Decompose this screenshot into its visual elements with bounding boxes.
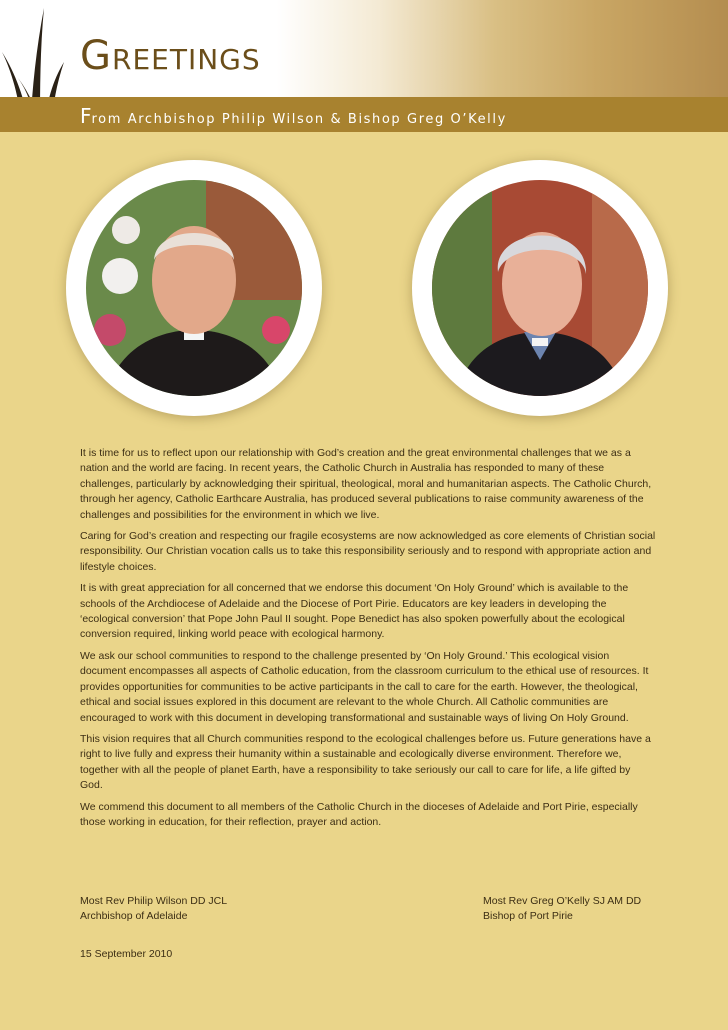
photo-placeholder-archbishop — [86, 180, 302, 396]
paragraph: We commend this document to all members of the Catholic Church in the dioceses of Adelaide and Port Pirie, especially those working in education, for their reflection, prayer and action. — [80, 800, 638, 828]
paragraph: It is time for us to reflect upon our relationship with God’s creation and the great environmental challenges that we as a nation and the world are facing. In recent years, the Catholic Church in Australia has responded to many of these challenges, particularly by acknowledging their spiritual, theological, moral and humanitarian aspects. The Catholic Church, through her agency, Catholic Earthcare Australia, has produced several publications to raise community awareness of the challenges and possibilities for the environment in which we live. — [80, 447, 652, 521]
page-title: Greetings — [80, 33, 261, 79]
signatory-role: Bishop of Port Pirie — [483, 910, 573, 923]
signature-block-left — [80, 894, 227, 925]
signature-block-right — [483, 894, 641, 925]
portrait-bishop-okelly — [412, 160, 668, 416]
page-subtitle — [80, 104, 507, 128]
photo-placeholder-bishop — [432, 180, 648, 396]
subtitle-text: rom Archbishop Philip Wilson & Bishop Greg O’Kelly — [91, 112, 507, 127]
document-date: 15 September 2010 — [80, 948, 173, 960]
paragraph: Caring for God’s creation and respecting our fragile ecosystems are now acknowledged as core elements of Christian social responsibility. Our Christian vocation calls us to take this responsibility seriously and to respond with appropriate action and lifestyle choices. — [80, 530, 656, 573]
paragraph: This vision requires that all Church communities respond to the ecological challenges before us. Future generations have a right to live fully and express their humanity within a sustainable and ecologically diverse environment. Therefore we, together with all the people of planet Earth, have a responsibility to take seriously our call to care for life, a life gifted by God. — [80, 732, 651, 792]
subtitle-initial: F — [80, 104, 92, 128]
portrait-photo — [86, 180, 302, 396]
signatory-role: Archbishop of Adelaide — [80, 910, 188, 923]
paragraph: It is with great appreciation for all concerned that we endorse this document ‘On Holy Ground’ which is available to the schools of the Archdiocese of Adelaide and the Diocese of Port Pirie. Educators are key leaders in developing the ‘ecological conversion’ that Pope John Paul II sought. Pope Benedict has also spoken powerfully about the ecological conversion required, linking world peace with ecological harmony. — [80, 582, 629, 641]
header — [0, 0, 728, 132]
signatory-name: Most Rev Philip Wilson DD JCL — [80, 895, 228, 907]
portrait-photo — [432, 180, 648, 396]
portrait-archbishop-wilson — [66, 160, 322, 416]
paragraph: We ask our school communities to respond to the challenge presented by ‘On Holy Ground.’ This ecological vision document encompasses all aspects of Catholic education, from the classroom curriculum to the ethical use of resources. It provides opportunities for communities to be active participants in the call to care for the earth. However, the theological, ethical and social issues explored in this document are relevant to the whole Church. All Catholic communities are encouraged to work with this document in developing transformational and sustainable ways of living On Holy Ground. — [80, 649, 649, 724]
letter-body — [80, 446, 656, 836]
signatory-name: Most Rev Greg O’Kelly SJ AM DD — [483, 895, 642, 907]
